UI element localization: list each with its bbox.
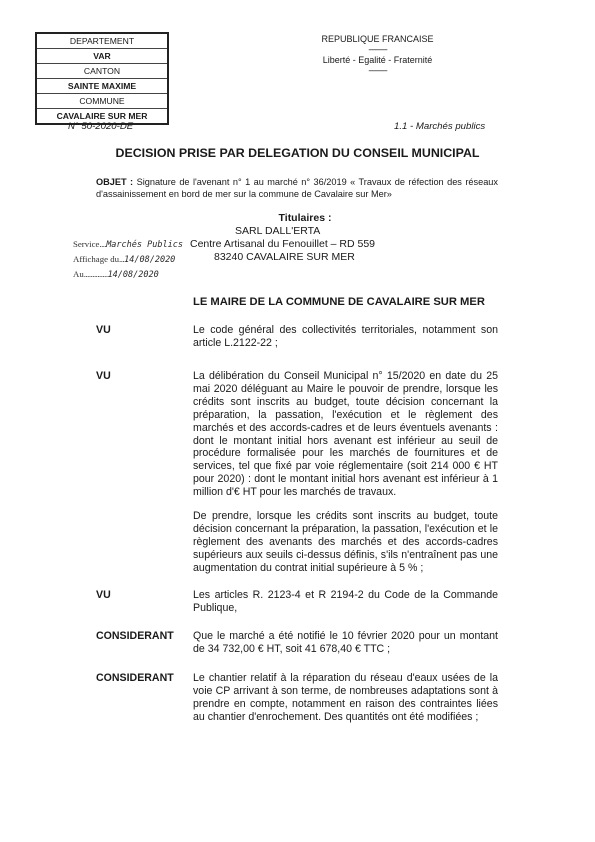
decision-number: N° 50-2020-DE [68, 121, 134, 132]
dept-row: COMMUNE [37, 94, 167, 109]
stamp-au-line: Au..............14/08/2020 [73, 269, 159, 280]
separator: ----------- [368, 66, 387, 75]
stamp-affichage-label: Affichage du [73, 254, 120, 264]
entry-text: La délibération du Conseil Municipal n° 15/2020 en date du 25 mai 2020 déléguant au Maire le pouvoir de prendre, lorsque les crédits sont inscrits au budget, toute décision concernant la préparation, la passation, l'exécution et le règlement des marchés et des accords-cadres et de leurs éventuels avenants : dont le montant initial hors avenant est inférieur au seuil de procédure formalisée pour les marchés de fournitures et de services, tel que fixé par voie réglementaire (soit 214 000 € HT pour 2020) : dont le montant initial hors avenant est inférieur à 1 million d'€ HT pour les marchés de travaux. [193, 370, 498, 499]
titulaire-line: 83240 CAVALAIRE SUR MER [214, 251, 355, 263]
dept-row: CANTON [37, 64, 167, 79]
entry-label: VU [96, 589, 111, 601]
category-label: 1.1 - Marchés publics [394, 121, 486, 132]
dept-row: DEPARTEMENT [37, 34, 167, 49]
titulaires-heading: Titulaires : [278, 212, 332, 224]
republic-block [300, 33, 455, 75]
titulaire-line: SARL DALL'ERTA [235, 225, 321, 237]
document-title: DECISION PRISE PAR DELEGATION DU CONSEIL MUNICIPAL [115, 146, 480, 160]
department-box [35, 32, 169, 125]
entry-label: VU [96, 324, 111, 336]
stamp-affichage-line: Affichage du...14/08/2020 [73, 254, 176, 265]
dept-row: CAVALAIRE SUR MER [56, 111, 148, 121]
stamp-au-value: 14/08/2020 [107, 270, 159, 280]
entry-text: Le code général des collectivités territoriales, notamment son article L.2122-22 ; [193, 324, 498, 349]
entry-label: CONSIDERANT [96, 672, 174, 684]
objet-text: Signature de l'avenant n° 1 au marché n° 36/2019 « Travaux de réfection des réseaux d'assainissement en bord de mer sur la commune de Cavalaire sur Mer» [96, 177, 499, 199]
dept-row: VAR [37, 49, 167, 64]
republic-motto: Liberté - Egalité - Fraternité [322, 55, 433, 65]
objet-label: OBJET : [96, 177, 134, 187]
entry-label: CONSIDERANT [96, 630, 174, 642]
separator: ----------- [368, 45, 387, 54]
titulaire-line: Centre Artisanal du Fenouillet – RD 559 [190, 238, 376, 250]
maire-heading: LE MAIRE DE LA COMMUNE DE CAVALAIRE SUR MER [193, 296, 485, 308]
republic-title: REPUBLIQUE FRANCAISE [321, 34, 434, 44]
entry-text: Les articles R. 2123-4 et R 2194-2 du Code de la Commande Publique, [193, 589, 498, 614]
titulaires-block [190, 212, 490, 264]
dept-row: SAINTE MAXIME [37, 79, 167, 94]
entry-text: Le chantier relatif à la réparation du réseau d'eaux usées de la voie CP arrivant à son terme, de nombreuses adaptations sont à prendre en compte, notamment en raison des contraintes liées au chantier d'enrochement. Des quantités ont été modifiées ; [193, 672, 498, 723]
posting-stamp [73, 237, 193, 282]
stamp-service-label: Service [73, 239, 100, 249]
entry-label: VU [96, 370, 111, 382]
stamp-affichage-value: 14/08/2020 [124, 255, 176, 265]
objet-paragraph [96, 177, 498, 200]
stamp-service-line: Service....Marchés Publics [73, 239, 183, 250]
entry-text: Que le marché a été notifié le 10 février 2020 pour un montant de 34 732,00 € HT, soit 41 678,40 € TTC ; [193, 630, 498, 655]
stamp-au-label: Au [73, 269, 84, 279]
stamp-service-value: Marchés Publics [106, 240, 183, 250]
entry-text: De prendre, lorsque les crédits sont inscrits au budget, toute décision concernant la préparation, la passation, l'exécution et le règlement des avenants des marchés et des accords-cadres supérieurs aux seuils ci-dessus définis, s'ils n'entraînent pas une augmentation du contrat initial supérieure à 5 % ; [193, 510, 498, 574]
